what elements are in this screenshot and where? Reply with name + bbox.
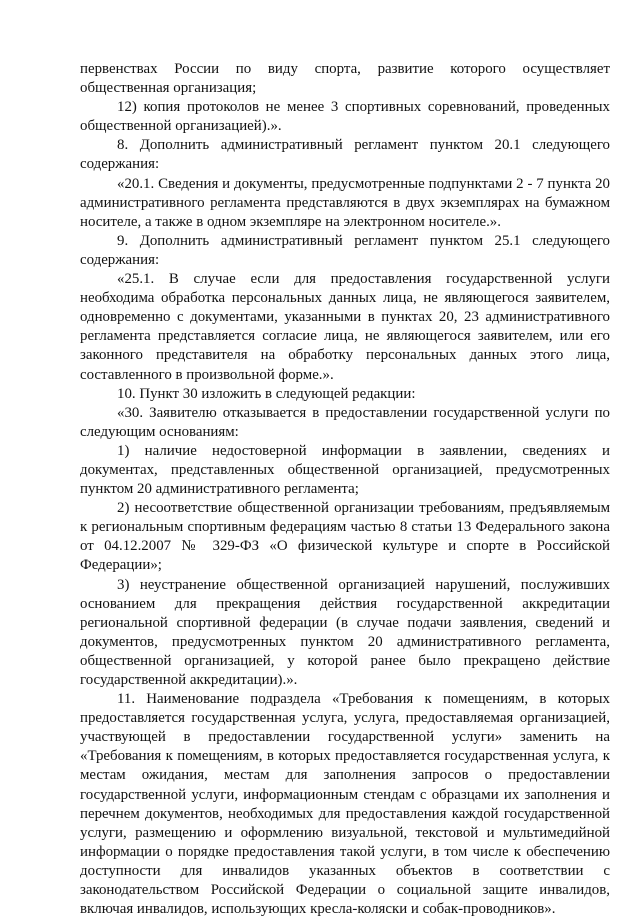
paragraph-clause-25-1: «25.1. В случае если для предоставления государственной услуги необходима обработка персональных данных лица, не являющегося заявителем, одновременно с документами, указанными в пунктах 20, 23 административного регламента представляется согласие лица, не являющегося заявителем, или его законного представителя на обработку персональных данных этого лица, составленного в произвольной форме.». — [80, 271, 610, 383]
paragraph-clause-30-item-3: 3) неустранение общественной организацией нарушений, послуживших основанием для прекращения действия государственной аккредитации региональной спортивной федерации (в случае подачи заявления, сведений и документов, предусмотренных пунктом 20 административного регламента, общественной организацией, у которой ранее было прекращено действие государственной аккредитации).». — [80, 576, 610, 688]
paragraph-continuation: первенствах России по виду спорта, развитие которого осуществляет общественная организация; — [80, 61, 610, 97]
paragraph-clause-30: «30. Заявителю отказывается в предоставлении государственной услуги по следующим основаниям: — [80, 404, 610, 440]
paragraph-amendment-10: 10. Пункт 30 изложить в следующей редакции: — [117, 385, 416, 402]
paragraph-amendment-8: 8. Дополнить административный регламент пунктом 20.1 следующего содержания: — [80, 137, 610, 173]
paragraph-amendment-11: 11. Наименование подраздела «Требования к помещениям, в которых предоставляется государственная услуга, услуга, предоставляемая организацией, участвующей в предоставлении государственной услуги» заменить на «Требования к помещениям, в которых предоставляется государственная услуга, к местам ожидания, местам для заполнения запросов о предоставлении государственной услуги, информационным стендам с образцами их заполнения и перечнем документов, необходимых для предоставления каждой государственной услуги, размещению и оформлению визуальной, текстовой и мультимедийной информации о порядке предоставления такой услуги, в том числе к обеспечению доступности для инвалидов указанных объектов в соответствии с законодательством Российской Федерации о социальной защите инвалидов, включая инвалидов, использующих кресла-коляски и собак-проводников». — [80, 691, 610, 918]
paragraph-clause-30-item-1: 1) наличие недостоверной информации в заявлении, сведениях и документах, представленных общественной организацией, предусмотренных пунктом 20 административного регламента; — [80, 442, 610, 498]
paragraph-amendment-9: 9. Дополнить административный регламент пунктом 25.1 следующего содержания: — [80, 232, 610, 268]
document-body — [80, 60, 610, 919]
paragraph-clause-20-1: «20.1. Сведения и документы, предусмотренные подпунктами 2 - 7 пункта 20 административного регламента представляются в двух экземплярах на бумажном носителе, а также в одном экземпляре на электронном носителе.». — [80, 175, 610, 230]
paragraph-item-12: 12) копия протоколов не менее 3 спортивных соревнований, проведенных общественной организацией).». — [80, 99, 610, 135]
paragraph-clause-30-item-2: 2) несоответствие общественной организации требованиям, предъявляемым к региональным спортивным федерациям частью 8 статьи 13 Федерального закона от 04.12.2007 № 329-ФЗ «О физической культуре и спорте в Российской Федерации»; — [80, 500, 610, 574]
